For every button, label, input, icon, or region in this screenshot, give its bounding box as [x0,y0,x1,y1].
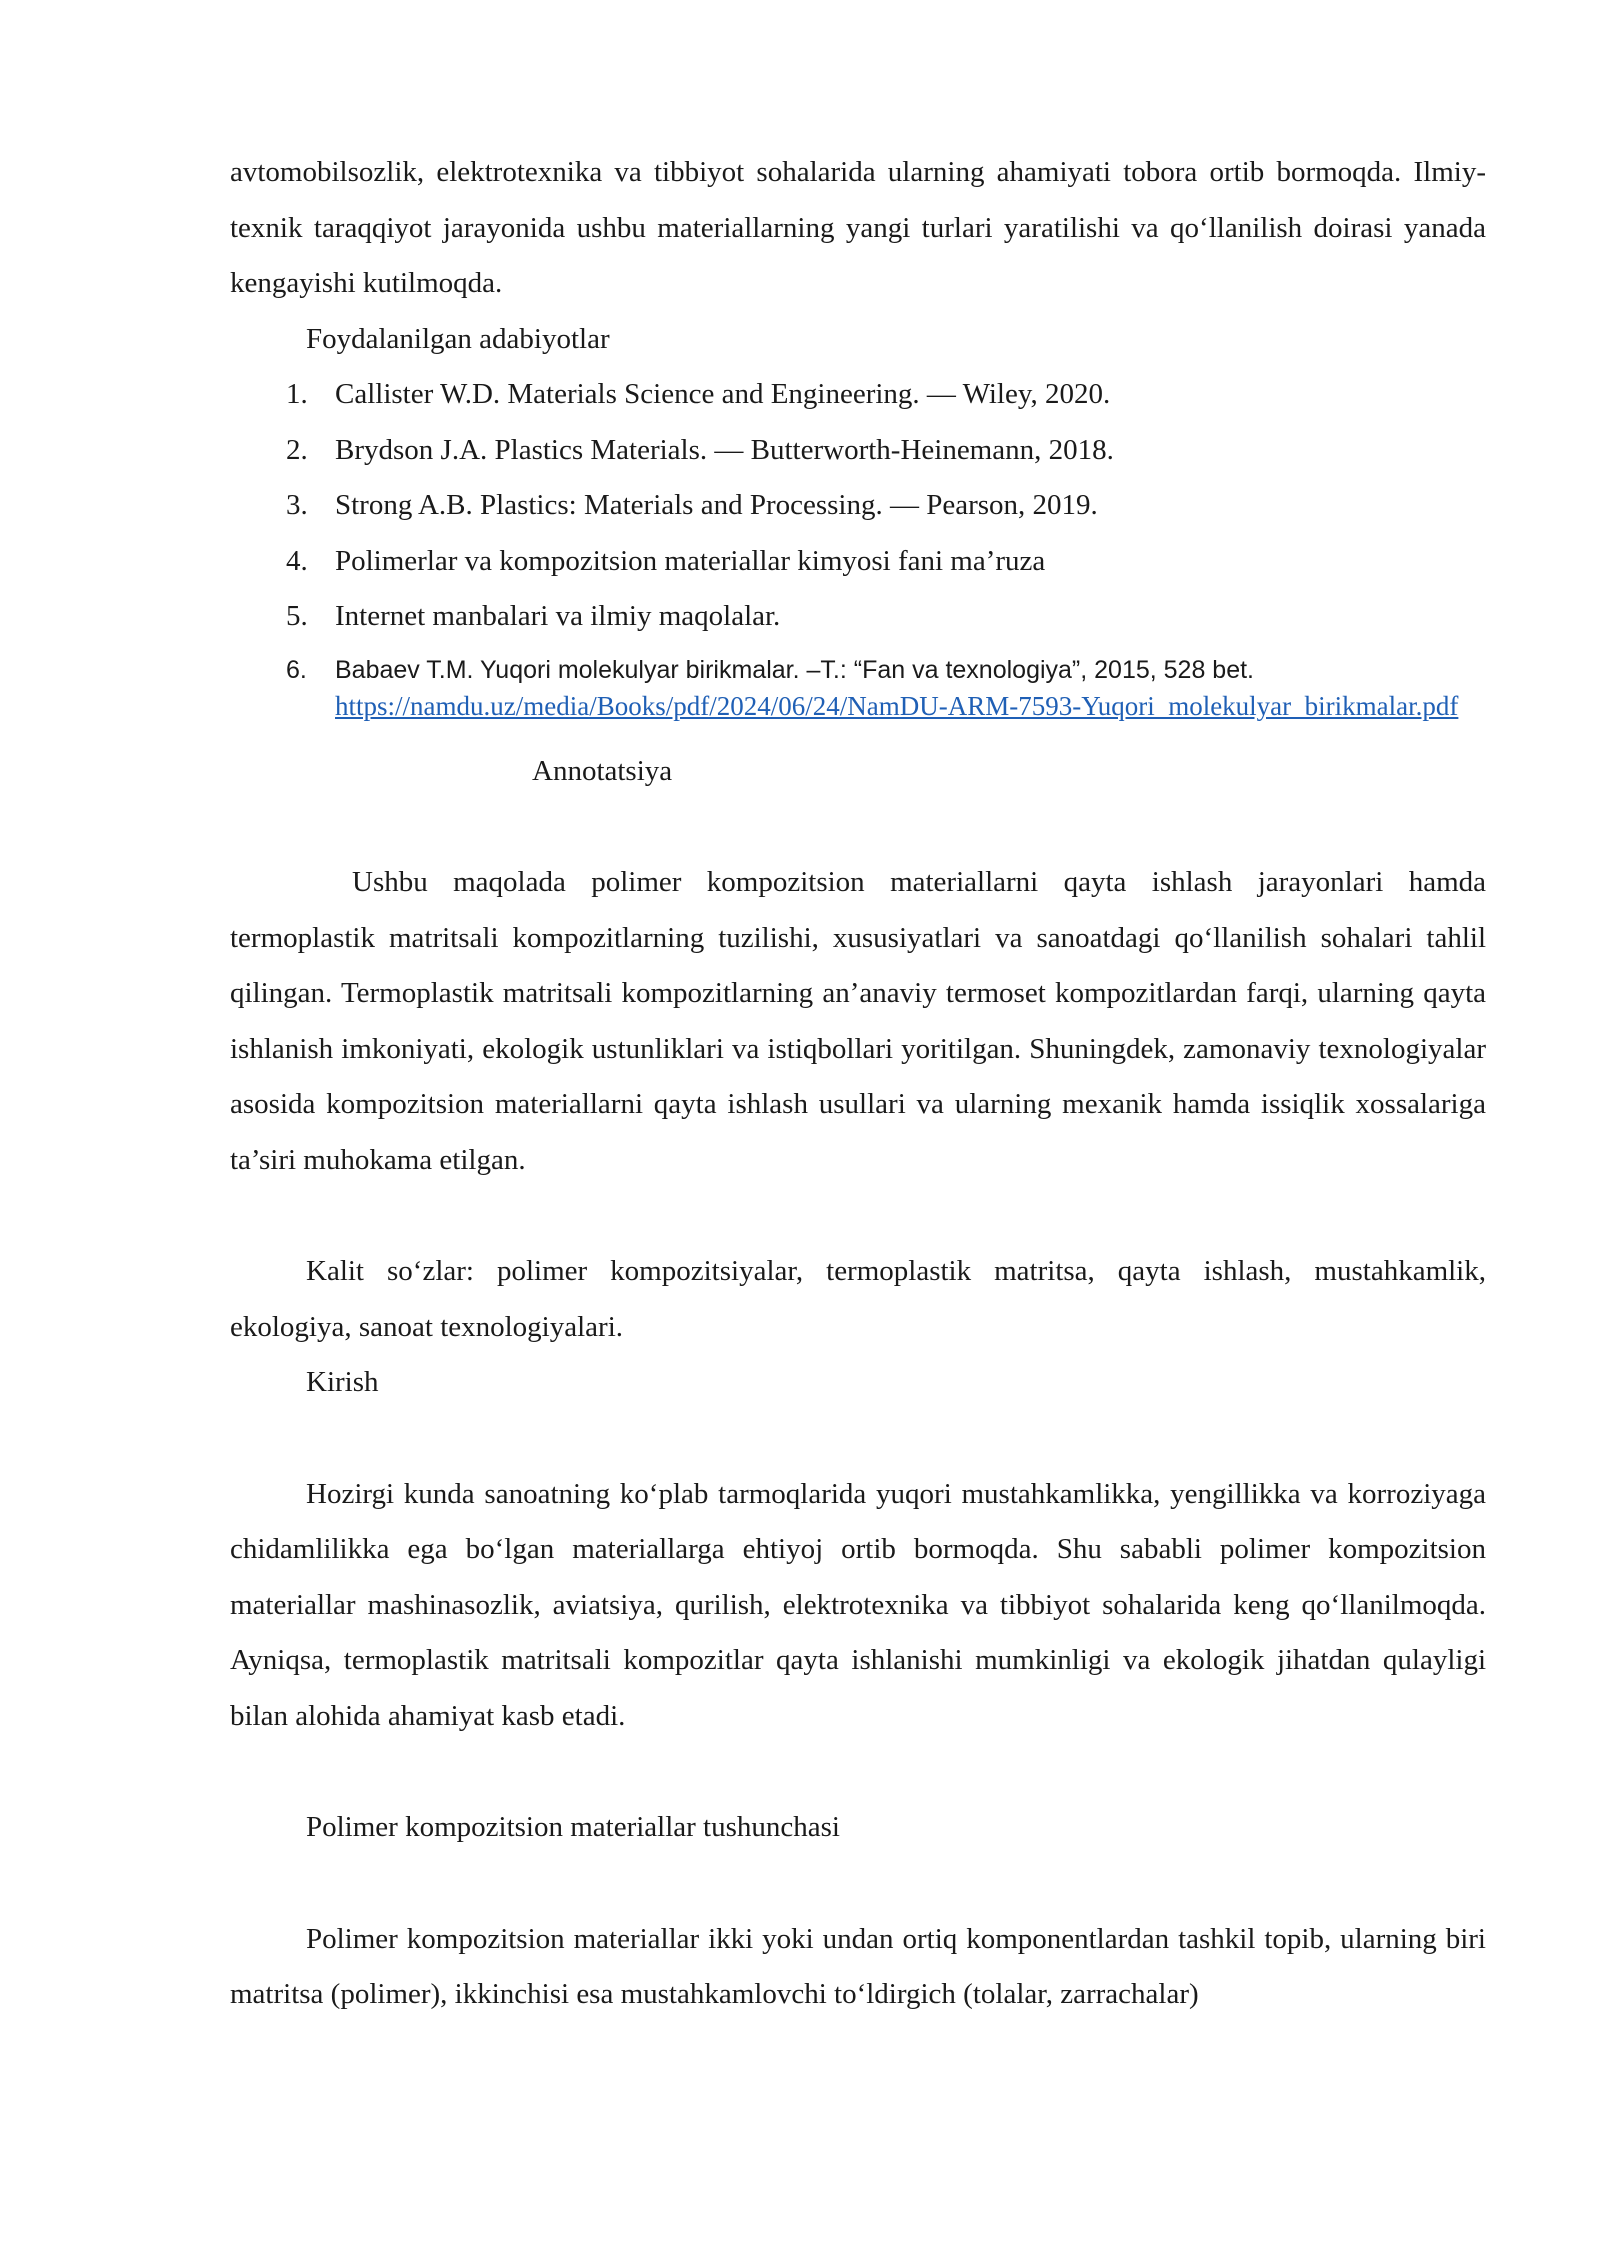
concept-paragraph: Polimer kompozitsion materiallar ikki yoki undan ortiq komponentlardan tashkil topib, ularning biri matritsa (polimer), ikkinchisi esa mustahkamlovchi to‘ldirgich (tolalar, zarrachalar) [230,1922,1486,2010]
reference-item [230,534,1486,590]
reference-number: 3. [286,489,308,521]
reference-item [230,651,1486,724]
reference-number: 2. [286,433,308,466]
spacer [230,1856,1486,1912]
reference-text: Callister W.D. Materials Science and Engineering. — Wiley, 2020. [335,378,1111,410]
spacer [230,1744,1486,1800]
spacer [230,1411,1486,1467]
intro-continuation-paragraph: avtomobilsozlik, elektrotexnika va tibbiyot sohalarida ularning ahamiyati tobora ortib bormoqda. Ilmiy-texnik taraqqiyot jarayonida ushbu materiallarning yangi turlari yaratilishi va qo‘llanilish doirasi yanada kengayishi kutilmoqda. [230,156,1486,299]
reference-item [230,367,1486,423]
reference-link[interactable]: https://namdu.uz/media/Books/pdf/2024/06/24/NamDU-ARM-7593-Yuqori_molekulyar_birikmalar.pdf [335,690,1459,721]
reference-text: Polimerlar va kompozitsion materiallar kimyosi fani ma’ruza [335,544,1046,577]
spacer [230,1188,1486,1244]
reference-number: 6. [286,655,307,684]
annotation-title: Annotatsiya [532,754,673,787]
reference-number: 5. [286,600,308,632]
reference-text: Internet manbalari va ilmiy maqolalar. [335,600,781,632]
references-list [230,367,1486,724]
reference-item [230,423,1486,479]
references-heading: Foydalanilgan adabiyotlar [306,322,610,355]
spacer [230,799,1486,855]
introduction-heading: Kirish [306,1366,379,1398]
reference-item [230,589,1486,645]
reference-item [230,478,1486,534]
document-page [230,145,1486,2023]
annotation-paragraph: Ushbu maqolada polimer kompozitsion materiallarni qayta ishlash jarayonlari hamda termoplastik matritsali kompozitlarning tuzilishi, xususiyatlari va sanoatdagi qo‘llanilish sohalari tahlil qilingan. Termoplastik matritsali kompozitlarning an’anaviy termoset kompozitlardan farqi, ularning qayta ishlanish imkoniyati, ekologik ustunliklari va istiqbollari yoritilgan. Shuningdek, zamonaviy texnologiyalar asosida kompozitsion materiallarni qayta ishlash usullari va ularning mexanik hamda issiqlik xossalariga ta’siri muhokama etilgan. [230,866,1486,1176]
reference-number: 4. [286,544,308,577]
reference-text: Brydson J.A. Plastics Materials. — Butterworth-Heinemann, 2018. [335,433,1114,466]
keywords-paragraph: Kalit so‘zlar: polimer kompozitsiyalar, termoplastik matritsa, qayta ishlash, mustahkamlik, ekologiya, sanoat texnologiyalari. [230,1255,1486,1343]
spacer [230,724,1486,744]
concept-heading: Polimer kompozitsion materiallar tushunchasi [306,1811,840,1843]
reference-number: 1. [286,378,308,410]
reference-text: Strong A.B. Plastics: Materials and Processing. — Pearson, 2019. [335,489,1098,521]
introduction-paragraph: Hozirgi kunda sanoatning ko‘plab tarmoqlarida yuqori mustahkamlikka, yengillikka va korroziyaga chidamlilikka ega bo‘lgan materiallarga ehtiyoj ortib bormoqda. Shu sababli polimer kompozitsion materiallar mashinasozlik, aviatsiya, qurilish, elektrotexnika va tibbiyot sohalarida keng qo‘llanilmoqda. Ayniqsa, termoplastik matritsali kompozitlar qayta ishlanishi mumkinligi va ekologik jihatdan qulayligi bilan alohida ahamiyat kasb etadi. [230,1477,1486,1732]
reference-text: Babaev T.M. Yuqori molekulyar birikmalar. –T.: “Fan va texnologiya”, 2015, 528 bet. [335,655,1255,684]
